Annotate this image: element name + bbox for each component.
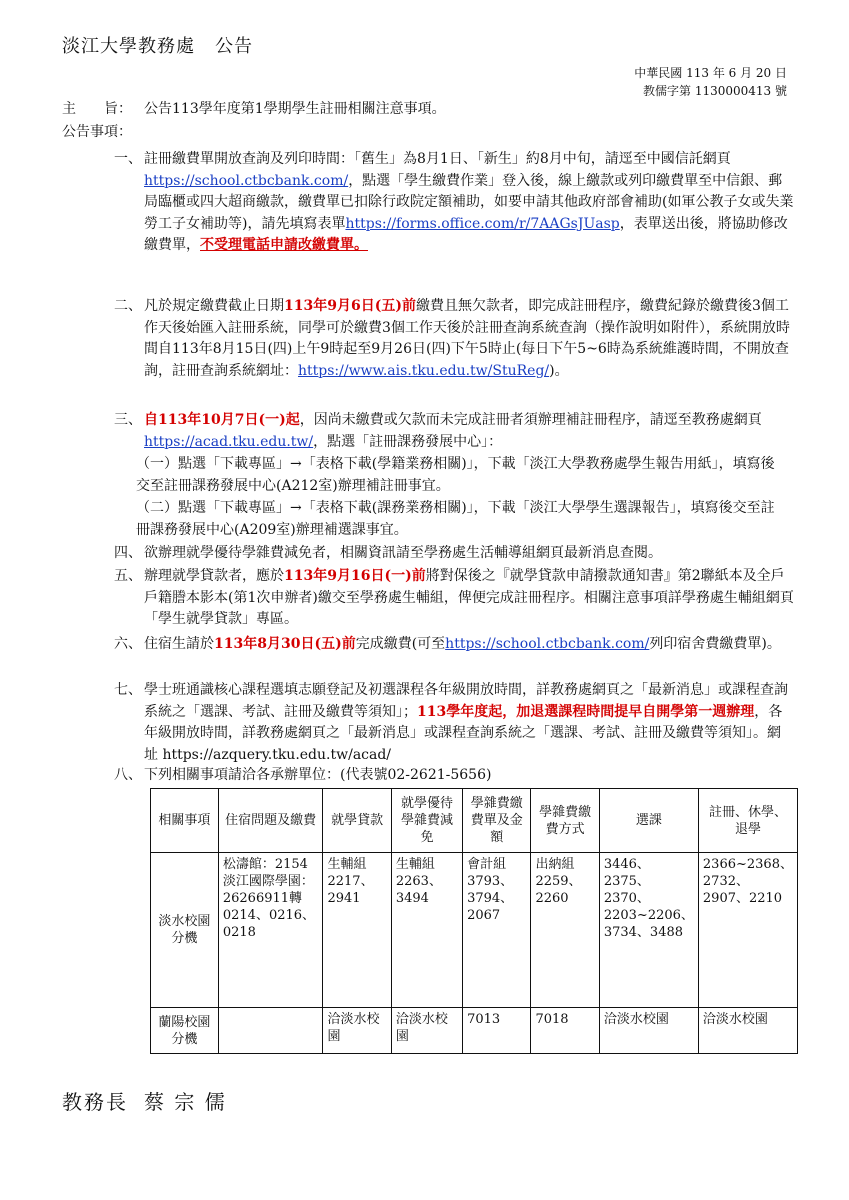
item-text: ，因尚未繳費或欠款而未完成註冊者須辦理補註冊程序，請逕至教務處網頁 [299, 412, 762, 428]
deadline-highlight: 113年8月30日(五)前 [214, 636, 356, 652]
acad-link[interactable]: https://acad.tku.edu.tw/ [144, 433, 314, 450]
ctbc-school-link[interactable]: https://school.ctbcbank.com/ [445, 636, 650, 652]
table-cell: 7018 [531, 1008, 599, 1054]
item-text: 將對保後之『就學貸款申請撥款通知書』第2聯紙本及全戶戶籍謄本影本(第1次申辦者)繳交至學務處生輔組，俾便完成註冊程序。相關注意事項詳學務處生輔組網頁「學生就學貸款」專區。 [144, 568, 794, 627]
announcement-kind: 公告 [215, 36, 253, 57]
table-cell: 出納組2259、2260 [531, 853, 599, 1008]
table-cell: 7013 [463, 1008, 531, 1054]
signatory-name: 蔡 宗 儒 [144, 1090, 227, 1114]
table-header-cell: 就學優待學雜費減免 [391, 789, 462, 853]
table-header-cell: 學雜費繳費方式 [531, 789, 599, 853]
table-cell: 洽淡水校園 [698, 1008, 797, 1054]
item-text: 辦理就學貸款者，應於 [144, 568, 284, 584]
item-text: 繳費且無欠款者，即完成註冊程序，繳費紀錄於繳費後3個工作天後始匯入註冊系統，同學可於繳費3個工作天後於註冊查詢系統查詢（操作說明如附件），系統開放時間自113年8月15日(四)上午9時起至9月26日(四)下午5時止(每日下午5~6時為系統維護時間，不開放查詢，註冊查詢系統網址： [144, 298, 790, 379]
table-header-cell: 就學貸款 [323, 789, 391, 853]
table-cell [218, 1008, 323, 1054]
item-number: 六、 [114, 636, 142, 652]
table-cell: 3446、2375、2370、2203~2206、3734、3488 [599, 853, 698, 1008]
item-7 [114, 680, 794, 766]
item-3-sub-1: （一）點選「下載專區」→「表格下載(學籍業務相關)」，下載「淡江大學教務處學生報告用紙」，填寫後交至註冊課務發展中心(A212室)辦理補註冊事宜。 [136, 456, 775, 494]
item-1 [114, 149, 794, 257]
document-meta [634, 64, 787, 100]
item-text: 凡於規定繳費截止日期 [144, 298, 284, 314]
deadline-highlight: 113年9月6日(五)前 [284, 298, 416, 314]
office-name: 淡江大學教務處 [62, 36, 195, 57]
item-2 [114, 296, 794, 382]
item-text: 欲辦理就學優待學雜費減免者，相關資訊請至學務處生活輔導組網頁最新消息查閱。 [144, 545, 662, 561]
date-highlight: 自113年10月7日(一)起 [144, 412, 300, 428]
item-text: 住宿生請於 [144, 636, 214, 652]
table-cell: 生輔組2217、2941 [323, 853, 391, 1008]
item-text: 學士班通識核心課程選填志願登記及初選課程各年級開放時間，詳教務處網頁之「最新消息」或課程查詢系統之「選課、考試、註冊及繳費等須知」； [144, 682, 788, 720]
table-cell: 生輔組2263、3494 [391, 853, 462, 1008]
item-text: 列印宿舍費繳費單)。 [649, 636, 781, 652]
item-6 [114, 634, 794, 656]
deadline-highlight: 113年9月16日(一)前 [284, 568, 426, 584]
table-header-cell: 註冊、休學、退學 [698, 789, 797, 853]
ctbc-school-link[interactable]: https://school.ctbcbank.com/ [144, 172, 349, 189]
policy-highlight: 113學年度起，加退選課程時間提早自開學第一週辦理 [417, 703, 755, 720]
table-header-cell: 相關事項 [151, 789, 219, 853]
item-number: 七、 [114, 682, 142, 698]
item-text: )。 [549, 362, 569, 379]
signatory-title: 教務長 [62, 1090, 128, 1114]
red-notice: 不受理電話申請改繳費單。 [200, 237, 368, 253]
table-cell: 洽淡水校園 [323, 1008, 391, 1054]
table-header-cell: 選課 [599, 789, 698, 853]
item-text: 註冊繳費單開放查詢及列印時間：「舊生」為8月1日、「新生」約8月中旬，請逕至中國信託網頁 [144, 151, 731, 167]
table-row [151, 853, 798, 1008]
item-number: 八、 [114, 767, 142, 783]
item-3 [114, 410, 794, 453]
item-text: ，點選「學生繳費作業」登入後，線上繳款或列印繳費單至中信銀、郵局臨櫃或四大超商繳款，繳費單已扣除行政院定額補助，如要申請其他政府部會補助(如軍公教子女或失業勞工子女補助等)，請先填寫表單 [144, 172, 794, 232]
azquery-link[interactable]: https://azquery.tku.edu.tw/acad/ [162, 746, 392, 763]
contacts-table [150, 788, 798, 1054]
item-number: 五、 [114, 568, 142, 584]
item-number: 四、 [114, 545, 142, 561]
subject-text: 公告113學年度第1學期學生註冊相關注意事項。 [144, 101, 446, 117]
announcement-items-label: 公告事項： [62, 124, 132, 140]
table-cell: 洽淡水校園 [599, 1008, 698, 1054]
table-cell: 會計組3793、3794、2067 [463, 853, 531, 1008]
table-header-cell: 學雜費繳費單及金額 [463, 789, 531, 853]
document-number: 教儒字第 1130000413 號 [643, 84, 787, 98]
forms-link[interactable]: https://forms.office.com/r/7AAGsJUasp [345, 215, 620, 232]
item-text: 完成繳費(可至 [355, 636, 446, 652]
item-4 [114, 543, 794, 565]
item-text: ，表單送出後，將協助修改繳費單， [144, 215, 788, 253]
announcement-header [62, 32, 253, 58]
table-row [151, 1008, 798, 1054]
table-cell: 2366~2368、2732、2907、2210 [698, 853, 797, 1008]
table-cell: 洽淡水校園 [391, 1008, 462, 1054]
issue-date: 中華民國 113 年 6 月 20 日 [634, 66, 787, 80]
table-cell: 淡水校園分機 [151, 853, 219, 1008]
subject-line [62, 98, 446, 118]
item-text: ，點選「註冊課務發展中心」： [313, 433, 503, 450]
stureg-link[interactable]: https://www.ais.tku.edu.tw/StuReg/ [298, 362, 550, 379]
item-3-sub-2: （二）點選「下載專區」→「表格下載(課務業務相關)」，下載「淡江大學學生選課報告」，填寫後交至註冊課務發展中心(A209室)辦理補選課事宜。 [136, 500, 775, 538]
table-cell: 松濤館：2154 淡江國際學園：26266911轉0214、0216、0218 [218, 853, 323, 1008]
item-number: 一、 [114, 151, 142, 167]
subject-label: 主 旨： [62, 101, 132, 117]
item-text: ，各年級開放時間，詳教務處網頁之「最新消息」或課程查詢系統之「選課、考試、註冊及繳費等須知」。網址 [144, 703, 783, 763]
signature [62, 1086, 227, 1115]
item-number: 三、 [114, 412, 142, 428]
table-header-row [151, 789, 798, 853]
item-5 [114, 566, 794, 631]
item-number: 二、 [114, 298, 142, 314]
table-header-cell: 住宿問題及繳費 [218, 789, 323, 853]
item-text: 下列相關事項請洽各承辦單位：(代表號02-2621-5656) [144, 767, 492, 783]
table-cell: 蘭陽校園分機 [151, 1008, 219, 1054]
item-8 [114, 765, 794, 787]
